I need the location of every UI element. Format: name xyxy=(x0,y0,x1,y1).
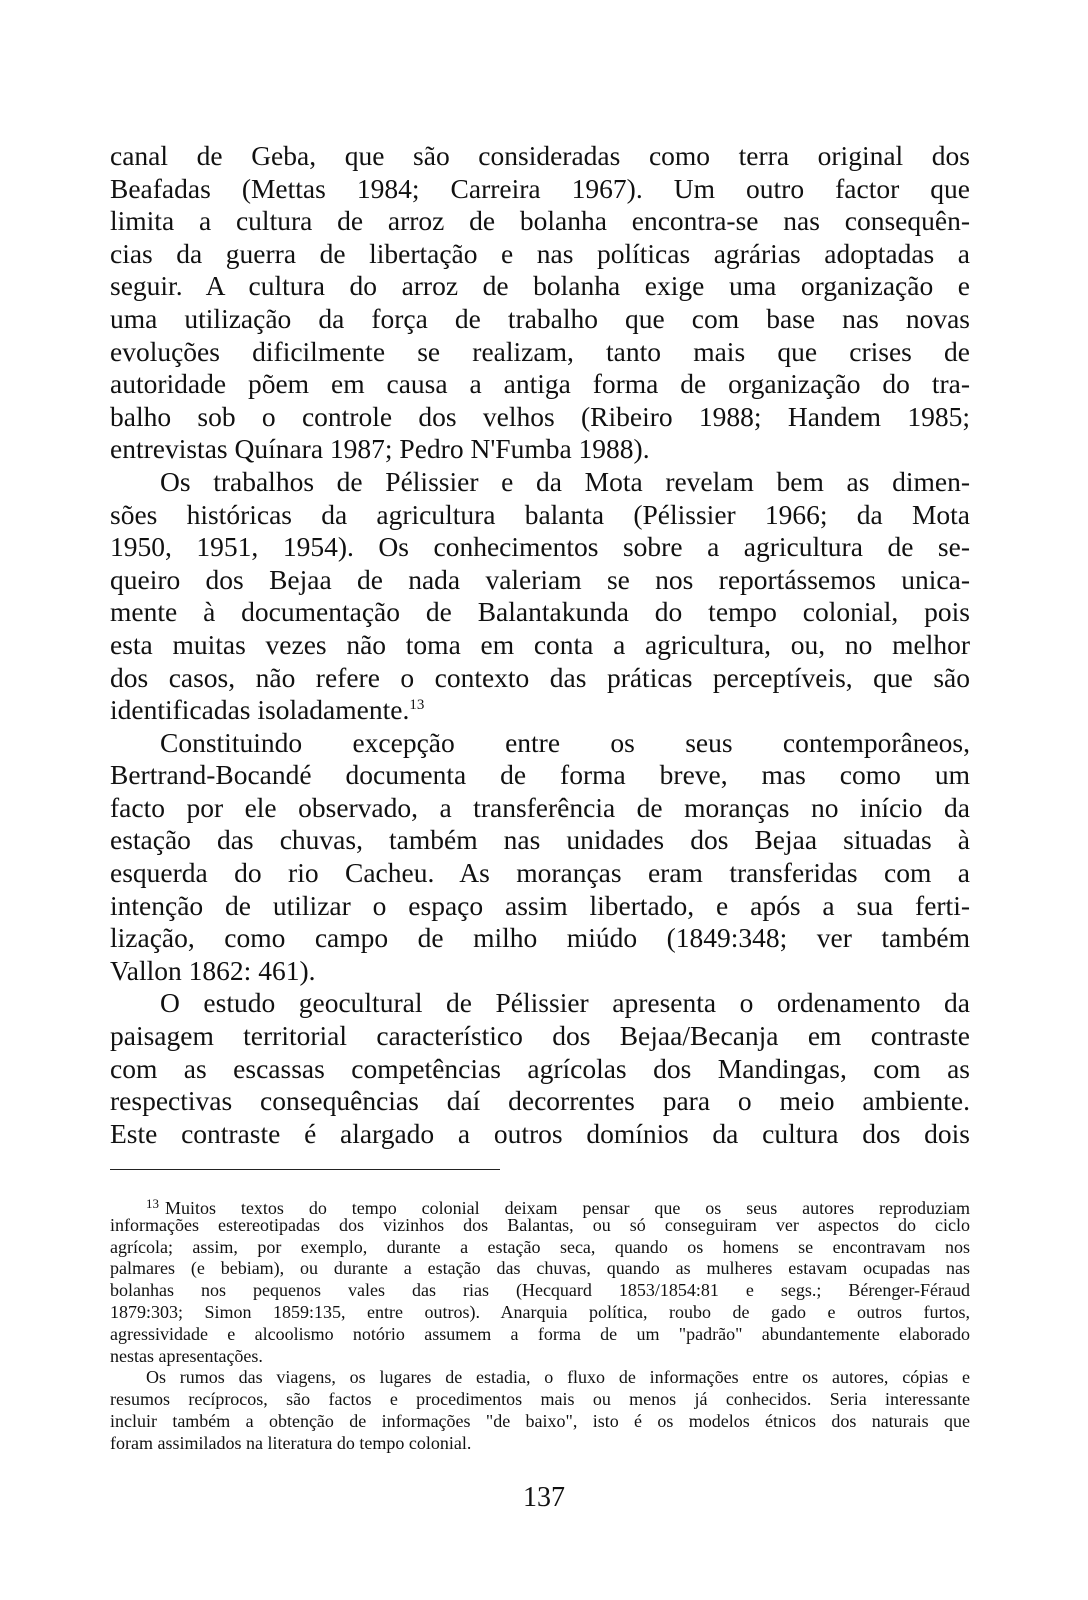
footnote-line xyxy=(110,1193,970,1218)
line-text: autoridade põem em causa a antiga forma de organização do tra- xyxy=(110,368,970,400)
footnote-reference[interactable]: 13 xyxy=(409,697,425,714)
line-text: intenção de utilizar o espaço assim libertado, e após a sua ferti- xyxy=(110,889,970,921)
text-line xyxy=(110,564,970,597)
footnote-paragraph xyxy=(110,1367,970,1454)
footnote-line xyxy=(110,1324,970,1346)
line-text: entrevistas Quínara 1987; Pedro N'Fumba 1988). xyxy=(110,433,650,465)
line-text: balho sob o controle dos velhos (Ribeiro 1988; Handem 1985; xyxy=(110,400,970,432)
text-line xyxy=(110,824,970,857)
footnote-text: palmares (e bebiam), ou durante a estação das chuvas, quando as mulheres estavam ocupadas nas xyxy=(110,1258,970,1279)
line-text: com as escassas competências agrícolas dos Mandingas, com as xyxy=(110,1052,970,1084)
line-text: mente à documentação de Balantakunda do tempo colonial, pois xyxy=(110,596,970,628)
line-text: Bertrand-Bocandé documenta de forma breve, mas como um xyxy=(110,759,970,791)
line-text: esta muitas vezes não toma em conta a agricultura, ou, no melhor xyxy=(110,628,970,660)
text-line xyxy=(110,955,970,988)
text-line xyxy=(110,759,970,792)
text-line xyxy=(110,1053,970,1086)
footnote-number: 13 xyxy=(146,1196,159,1211)
line-text: lização, como campo de milho miúdo (1849:348; ver também xyxy=(110,922,970,954)
line-text: queiro dos Bejaa de nada valeriam se nos reportássemos unica- xyxy=(110,563,970,595)
text-line xyxy=(110,662,970,695)
text-line xyxy=(110,270,970,303)
paragraph xyxy=(110,140,970,466)
text-line xyxy=(110,433,970,466)
text-line xyxy=(110,466,970,499)
footnote-text: 1879:303; Simon 1859:135, entre outros). Anarquia política, roubo de gado e outros furtos, xyxy=(110,1301,970,1322)
footnote-text: foram assimilados na literatura do tempo colonial. xyxy=(110,1432,472,1453)
line-text: facto por ele observado, a transferência de moranças no início da xyxy=(110,791,970,823)
line-text: O estudo geocultural de Pélissier apresenta o ordenamento da xyxy=(160,987,970,1019)
text-line xyxy=(110,205,970,238)
text-line xyxy=(110,401,970,434)
footnote-text: Os rumos das viagens, os lugares de estadia, o fluxo de informações entre os autores, cópias e xyxy=(146,1367,970,1388)
body-text xyxy=(110,140,970,1150)
text-line xyxy=(110,596,970,629)
line-text: identificadas isoladamente. xyxy=(110,694,410,726)
line-text: Constituindo excepção entre os seus contemporâneos, xyxy=(160,726,970,758)
footnote-line xyxy=(110,1367,970,1389)
line-text: seguir. A cultura do arroz de bolanha exige uma organização e xyxy=(110,270,970,302)
footnote-text: agressividade e alcoolismo notório assumem a forma de um "padrão" abundantemente elaborado xyxy=(110,1323,970,1344)
footnote-text: bolanhas nos pequenos vales das rias (Hecquard 1853/1854:81 e segs.; Bérenger-Féraud xyxy=(110,1280,970,1301)
line-text: evoluções dificilmente se realizam, tanto mais que crises de xyxy=(110,335,970,367)
footnote-paragraph xyxy=(110,1193,970,1367)
footnote-divider xyxy=(110,1169,500,1170)
line-text: esquerda do rio Cacheu. As moranças eram transferidas com a xyxy=(110,857,970,889)
text-line xyxy=(110,531,970,564)
text-line xyxy=(110,922,970,955)
text-line xyxy=(110,629,970,662)
text-line xyxy=(110,173,970,206)
line-text: respectivas consequências daí decorrentes para o meio ambiente. xyxy=(110,1085,970,1117)
text-line xyxy=(110,792,970,825)
footnote-text: nestas apresentações. xyxy=(110,1345,263,1366)
footnote-line xyxy=(110,1346,970,1368)
paragraph xyxy=(110,466,970,727)
line-text: Os trabalhos de Pélissier e da Mota revelam bem as dimen- xyxy=(160,465,970,497)
paragraph xyxy=(110,727,970,988)
line-text: dos casos, não refere o contexto das práticas perceptíveis, que são xyxy=(110,661,970,693)
text-line xyxy=(110,727,970,760)
page-number: 137 xyxy=(523,1482,565,1513)
line-text: uma utilização da força de trabalho que com base nas novas xyxy=(110,302,970,334)
text-line xyxy=(110,368,970,401)
text-line xyxy=(110,140,970,173)
footnotes xyxy=(110,1193,970,1455)
footnote-line xyxy=(110,1433,970,1455)
text-line xyxy=(110,499,970,532)
text-line xyxy=(110,238,970,271)
text-line xyxy=(110,1020,970,1053)
line-text: Vallon 1862: 461). xyxy=(110,954,316,986)
text-line xyxy=(110,694,970,727)
text-line xyxy=(110,857,970,890)
line-text: estação das chuvas, também nas unidades dos Bejaa situadas à xyxy=(110,824,970,856)
footnote-line xyxy=(110,1302,970,1324)
footnote-text: informações estereotipadas dos vizinhos dos Balantas, ou só conseguiram ver aspectos do ciclo xyxy=(110,1214,970,1235)
line-text: Este contraste é alargado a outros domínios da cultura dos dois xyxy=(110,1117,970,1149)
text-line xyxy=(110,303,970,336)
line-text: cias da guerra de libertação e nas políticas agrárias adoptadas a xyxy=(110,237,970,269)
footnote-text: resumos recíprocos, são factos e procedimentos mais ou menos já conhecidos. Seria interessante xyxy=(110,1389,970,1410)
text-line xyxy=(110,987,970,1020)
line-text: paisagem territorial característico dos Bejaa/Becanja em contraste xyxy=(110,1020,970,1052)
footnote-line xyxy=(110,1215,970,1237)
line-text: canal de Geba, que são consideradas como terra original dos xyxy=(110,140,970,171)
footnote-line xyxy=(110,1389,970,1411)
footnote-line xyxy=(110,1280,970,1302)
line-text: sões históricas da agricultura balanta (Pélissier 1966; da Mota xyxy=(110,498,970,530)
text-line xyxy=(110,1118,970,1151)
footnote-line xyxy=(110,1237,970,1259)
line-text: limita a cultura de arroz de bolanha encontra-se nas consequên- xyxy=(110,205,970,237)
footnote-line xyxy=(110,1258,970,1280)
text-line xyxy=(110,890,970,923)
paragraph xyxy=(110,987,970,1150)
footnote-line xyxy=(110,1411,970,1433)
text-line xyxy=(110,336,970,369)
line-text: Beafadas (Mettas 1984; Carreira 1967). Um outro factor que xyxy=(110,172,970,204)
footnote-text: Muitos textos do tempo colonial deixam pensar que os seus autores reproduziam xyxy=(165,1198,970,1218)
footnote-text: agrícola; assim, por exemplo, durante a estação seca, quando os homens se encontravam nos xyxy=(110,1236,970,1257)
line-text: 1950, 1951, 1954). Os conhecimentos sobre a agricultura de se- xyxy=(110,531,970,563)
text-line xyxy=(110,1085,970,1118)
footnote-text: incluir também a obtenção de informações "de baixo", isto é os modelos étnicos dos naturais que xyxy=(110,1410,970,1431)
